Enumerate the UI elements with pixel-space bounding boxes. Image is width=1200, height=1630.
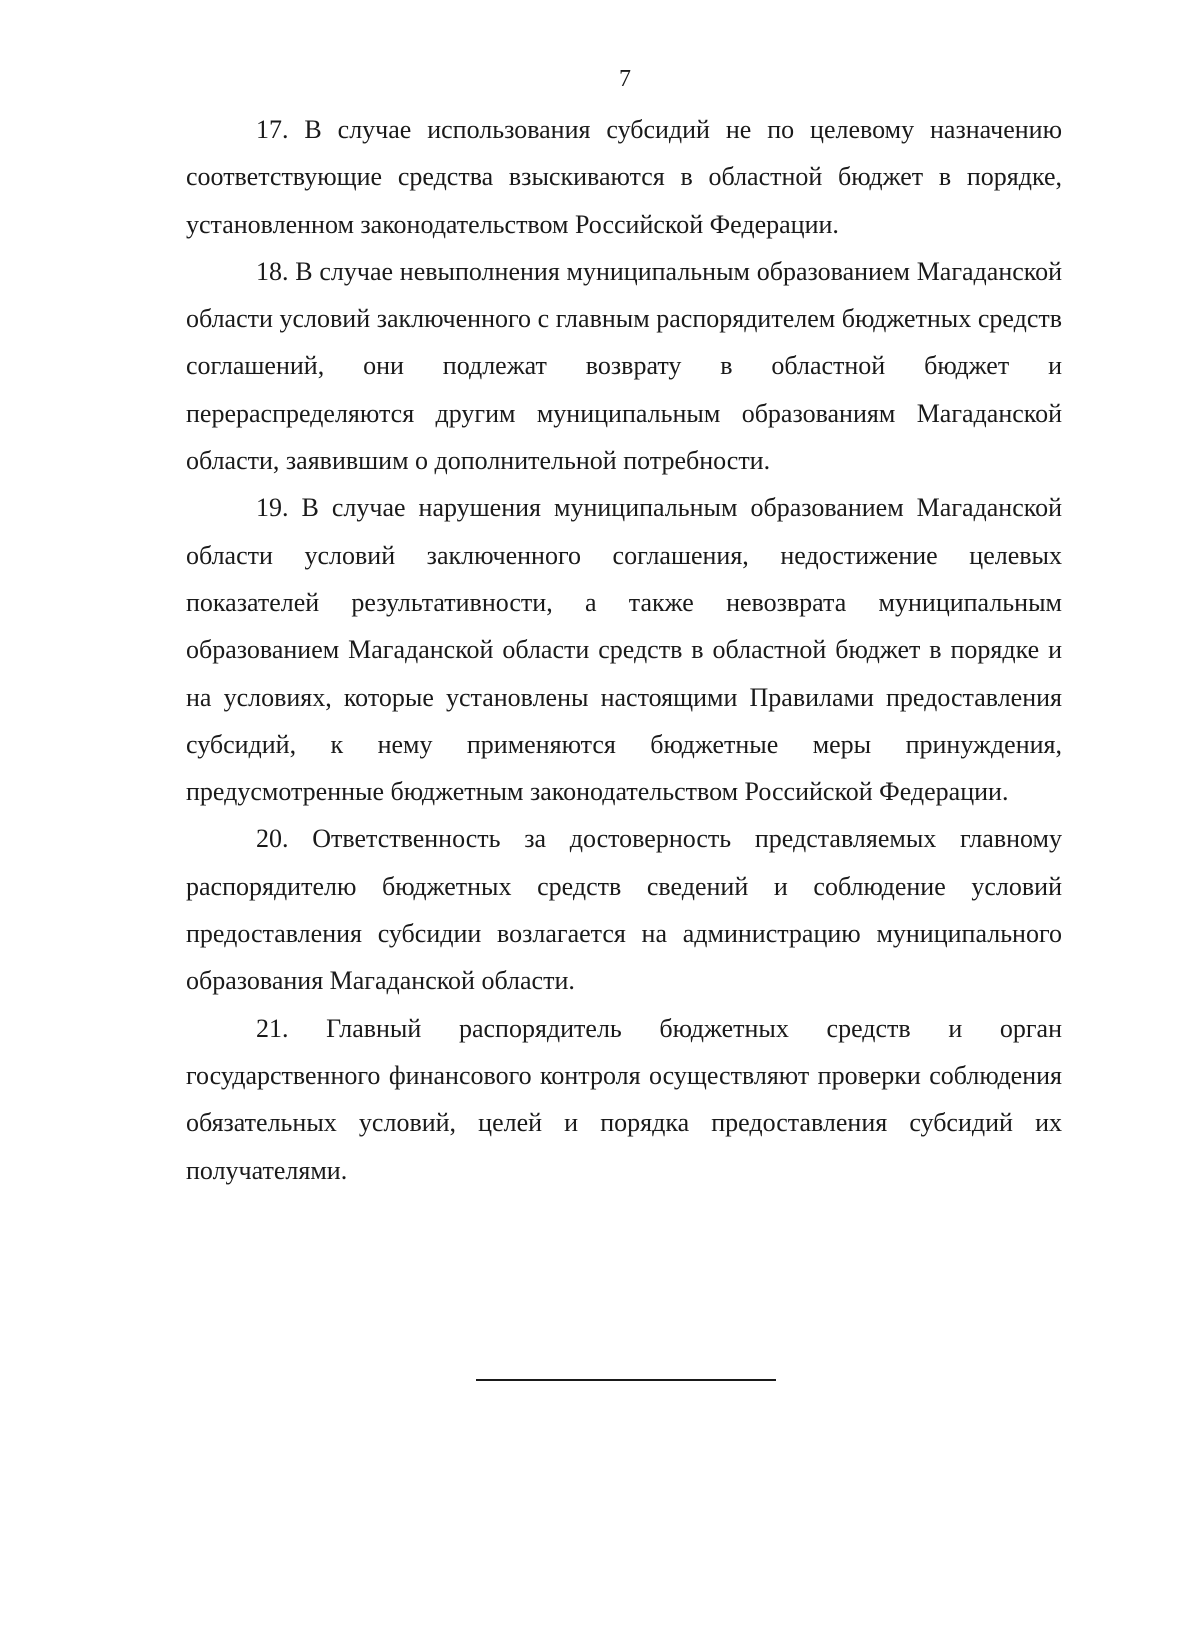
document-body (186, 106, 1062, 1194)
paragraph-17: 17. В случае использования субсидий не по целевому назначению соответствующие средства взыскиваются в областной бюджет в порядке, установленном законодательством Российской Федерации. (186, 115, 1062, 239)
paragraph-21: 21. Главный распорядитель бюджетных средств и орган государственного финансового контроля осуществляют проверки соблюдения обязательных условий, целей и порядка предоставления субсидий их получателями. (186, 1013, 1062, 1185)
paragraph-20: 20. Ответственность за достоверность представляемых главному распорядителю бюджетных средств сведений и соблюдение условий предоставления субсидии возлагается на администрацию муниципального образования Магаданской области. (186, 824, 1062, 996)
end-divider-line (476, 1379, 776, 1381)
paragraph-19: 19. В случае нарушения муниципальным образованием Магаданской области условий заключенного соглашения, недостижение целевых показателей результативности, а также невозврата муниципальным образованием Магаданской области средств в областной бюджет в порядке и на условиях, которые установлены настоящими Правилами предоставления субсидий, к нему применяются бюджетные меры принуждения, предусмотренные бюджетным законодательством Российской Федерации. (186, 493, 1062, 807)
paragraph-18: 18. В случае невыполнения муниципальным образованием Магаданской области условий заключенного с главным распорядителем бюджетных средств соглашений, они подлежат возврату в областной бюджет и перераспределяются другим муниципальным образованиям Магаданской области, заявившим о дополнительной потребности. (186, 256, 1062, 476)
page-number: 7 (619, 66, 631, 92)
